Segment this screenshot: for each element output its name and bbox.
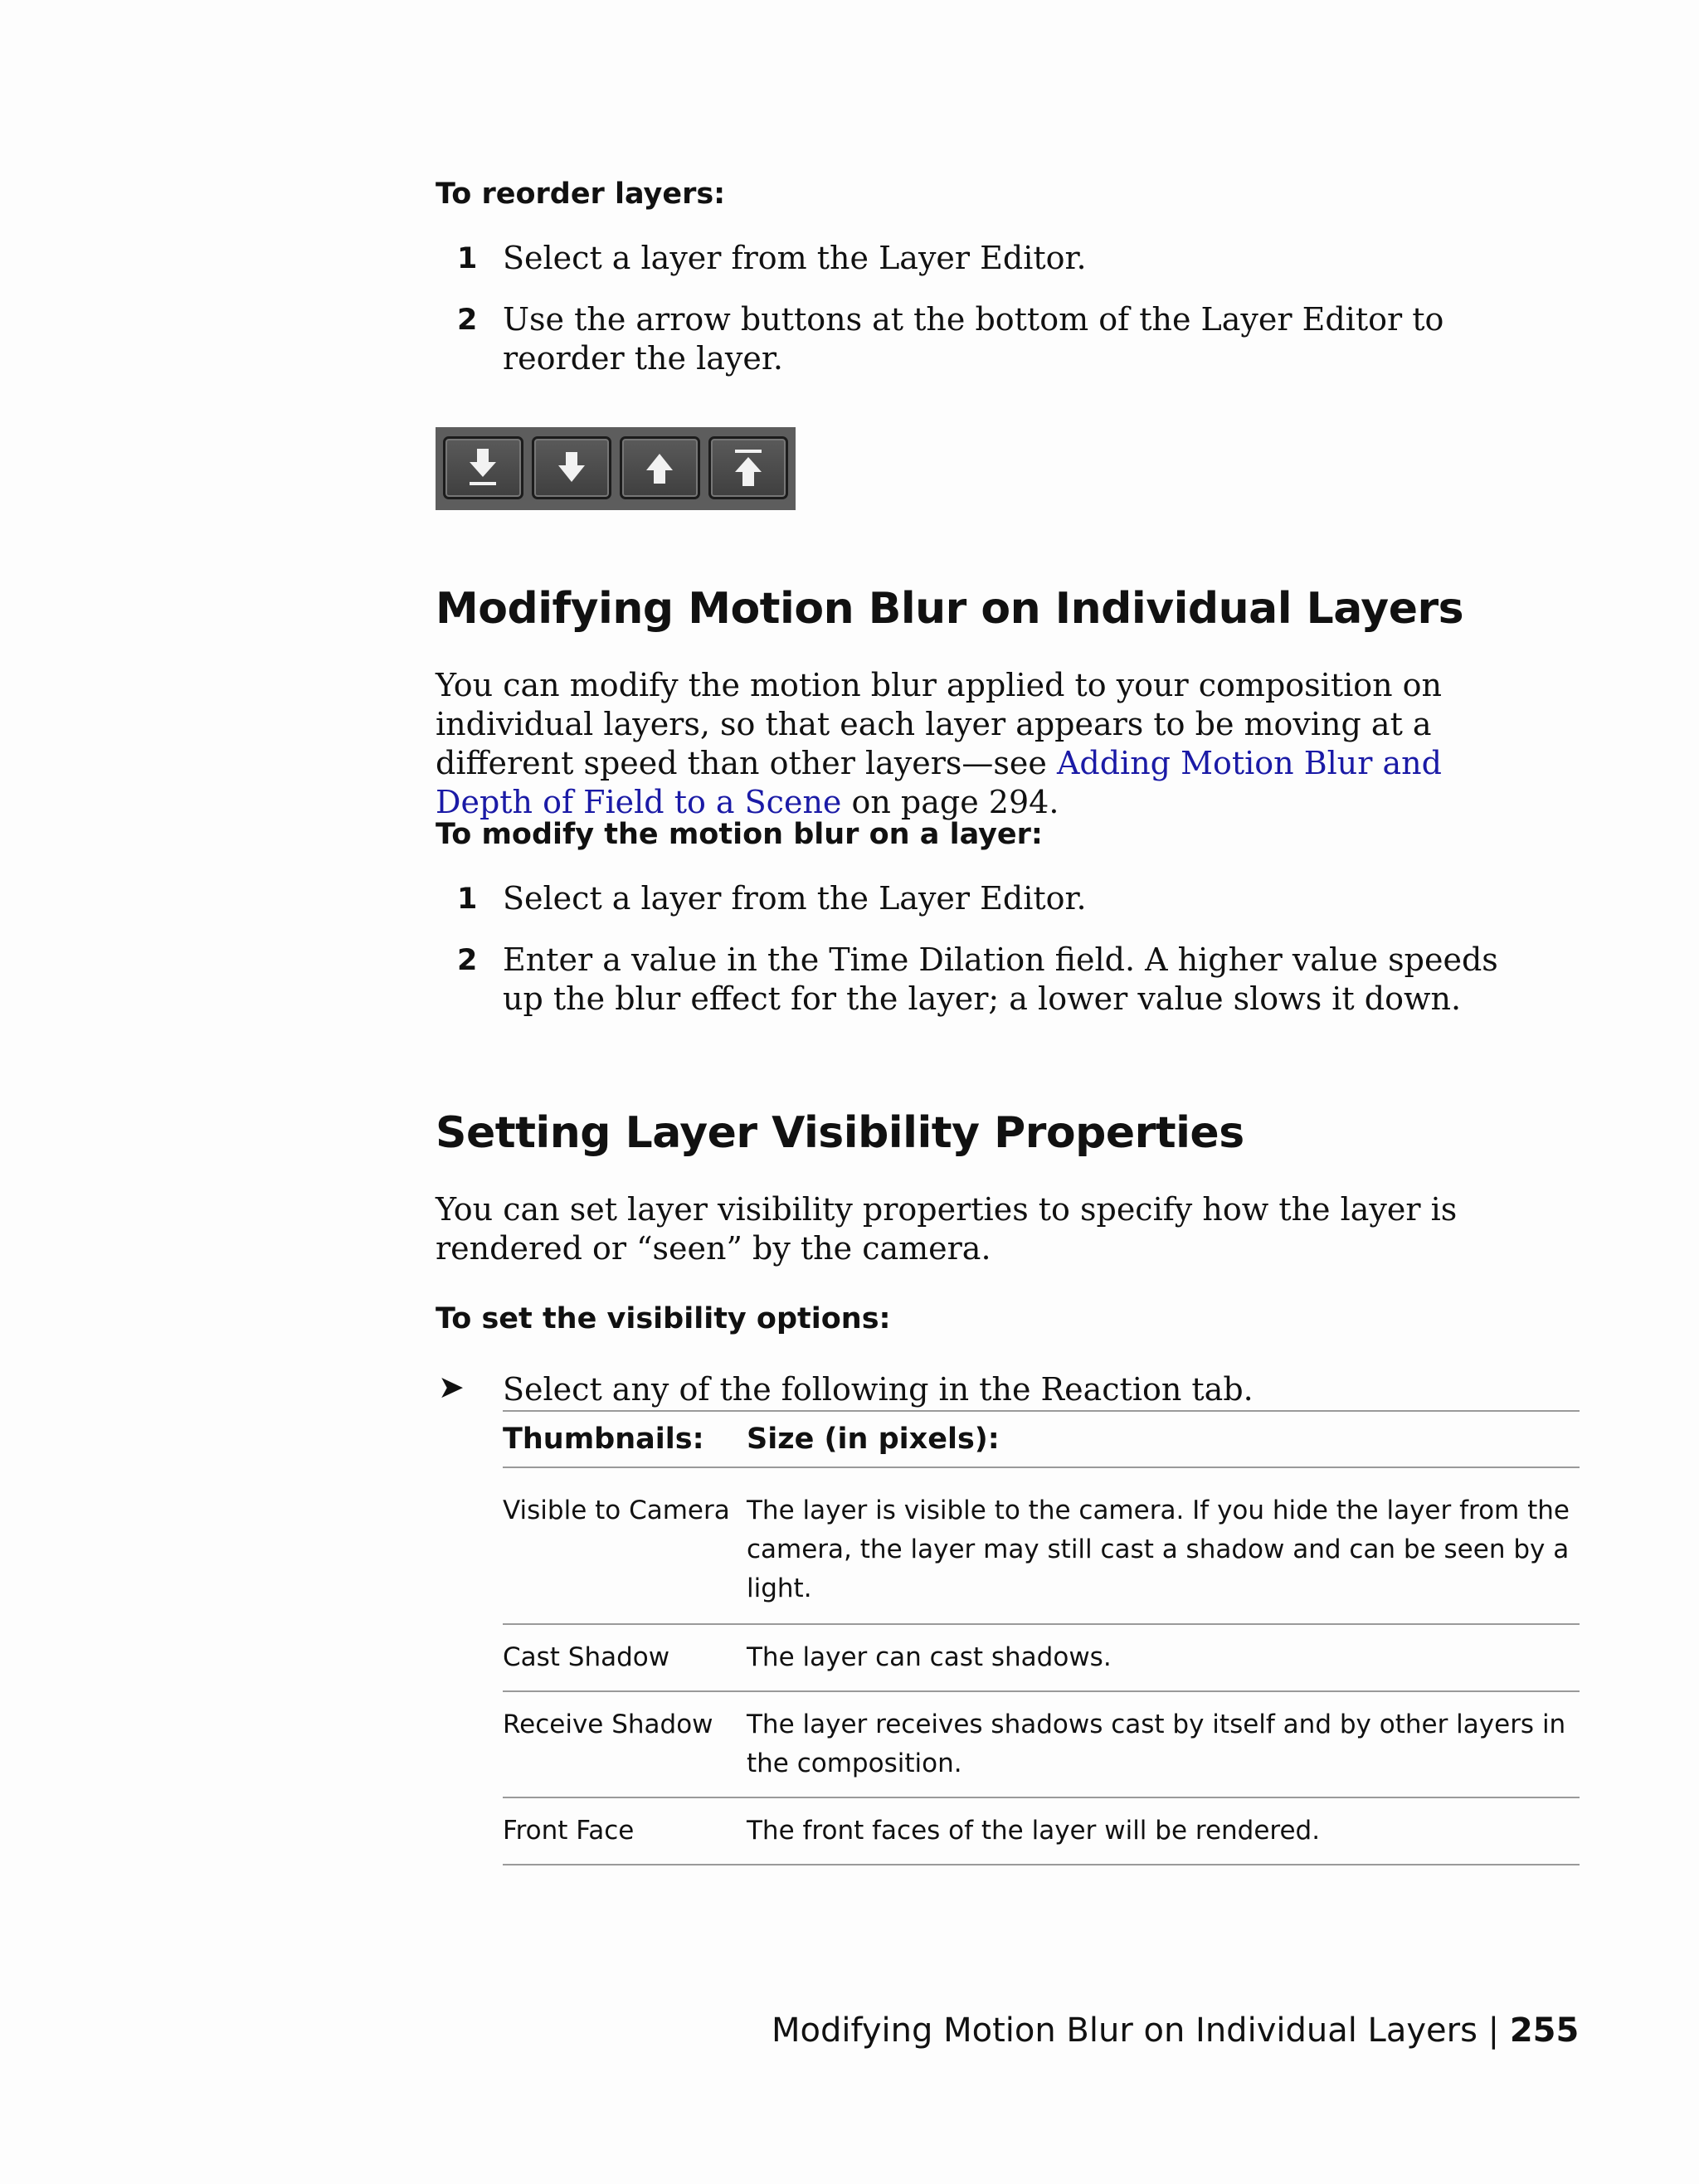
step-text: Enter a value in the Time Dilation field. A higher value speeds up the blur effect for the layer; a lower value slows it down. [503,941,1498,1017]
cross-reference-link[interactable]: Adding Motion Blur and Depth of Field to a Scene [436,745,1442,820]
bullet-arrow-icon: ➤ [438,1369,465,1405]
move-up-button[interactable] [620,436,700,499]
table-header-cell: Size (in pixels): [747,1423,1000,1456]
move-to-top-icon [732,447,765,489]
step-number: 2 [457,944,478,977]
move-to-bottom-button[interactable] [443,436,523,499]
table-header-cell: Thumbnails: [503,1423,704,1456]
option-name: Cast Shadow [503,1642,670,1672]
bullet-text: Select any of the following in the Reaction tab. [503,1371,1254,1408]
page-footer [772,2011,1579,2050]
option-name: Receive Shadow [503,1710,713,1739]
visibility-intro: You can set layer visibility properties to specify how the layer is rendered or “seen” by the camera. [436,1191,1458,1267]
section-title-motion-blur: Modifying Motion Blur on Individual Layers [436,584,1464,634]
visibility-options-table [503,1410,1580,1865]
footer-section-title: Modifying Motion Blur on Individual Layers [772,2011,1477,2050]
option-description: The layer is visible to the camera. If you hide the layer from the camera, the layer may still cast a shadow and can be seen by a light. [747,1496,1570,1603]
option-description: The layer can cast shadows. [747,1642,1112,1672]
table-row [503,1692,1580,1798]
procedure-heading-motion-blur: To modify the motion blur on a layer: [436,818,1043,851]
option-name: Front Face [503,1816,635,1846]
move-to-top-button[interactable] [708,436,789,499]
move-down-button[interactable] [532,436,612,499]
move-up-icon [643,447,676,489]
option-description: The front faces of the layer will be rendered. [747,1816,1321,1846]
step-text: Select a layer from the Layer Editor. [503,880,1087,917]
table-row [503,1625,1580,1692]
page-number: 255 [1509,2011,1580,2050]
table-row [503,1798,1580,1865]
step-number: 1 [457,242,478,275]
step-text: Select a layer from the Layer Editor. [503,240,1087,276]
layer-reorder-toolbar [436,427,796,510]
table-row [503,1468,1580,1625]
table-header-row [503,1410,1580,1468]
procedure-heading-visibility: To set the visibility options: [436,1302,891,1335]
intro-text: You can modify the motion blur applied to your composition on individual layers, so that each layer appears to be moving at a different speed than other layers—see [436,667,1443,781]
procedure-heading-reorder: To reorder layers: [436,178,726,211]
move-to-bottom-icon [466,447,499,489]
section-title-visibility: Setting Layer Visibility Properties [436,1108,1244,1158]
motion-blur-intro [436,666,1539,822]
step-text: Use the arrow buttons at the bottom of the Layer Editor to reorder the layer. [503,301,1444,377]
move-down-icon [555,447,588,489]
intro-text-end: on page 294. [841,784,1059,820]
option-description: The layer receives shadows cast by itself and by other layers in the composition. [747,1710,1566,1778]
footer-separator: | [1487,2011,1500,2050]
step-number: 1 [457,883,478,916]
step-number: 2 [457,304,478,337]
option-name: Visible to Camera [503,1496,730,1525]
